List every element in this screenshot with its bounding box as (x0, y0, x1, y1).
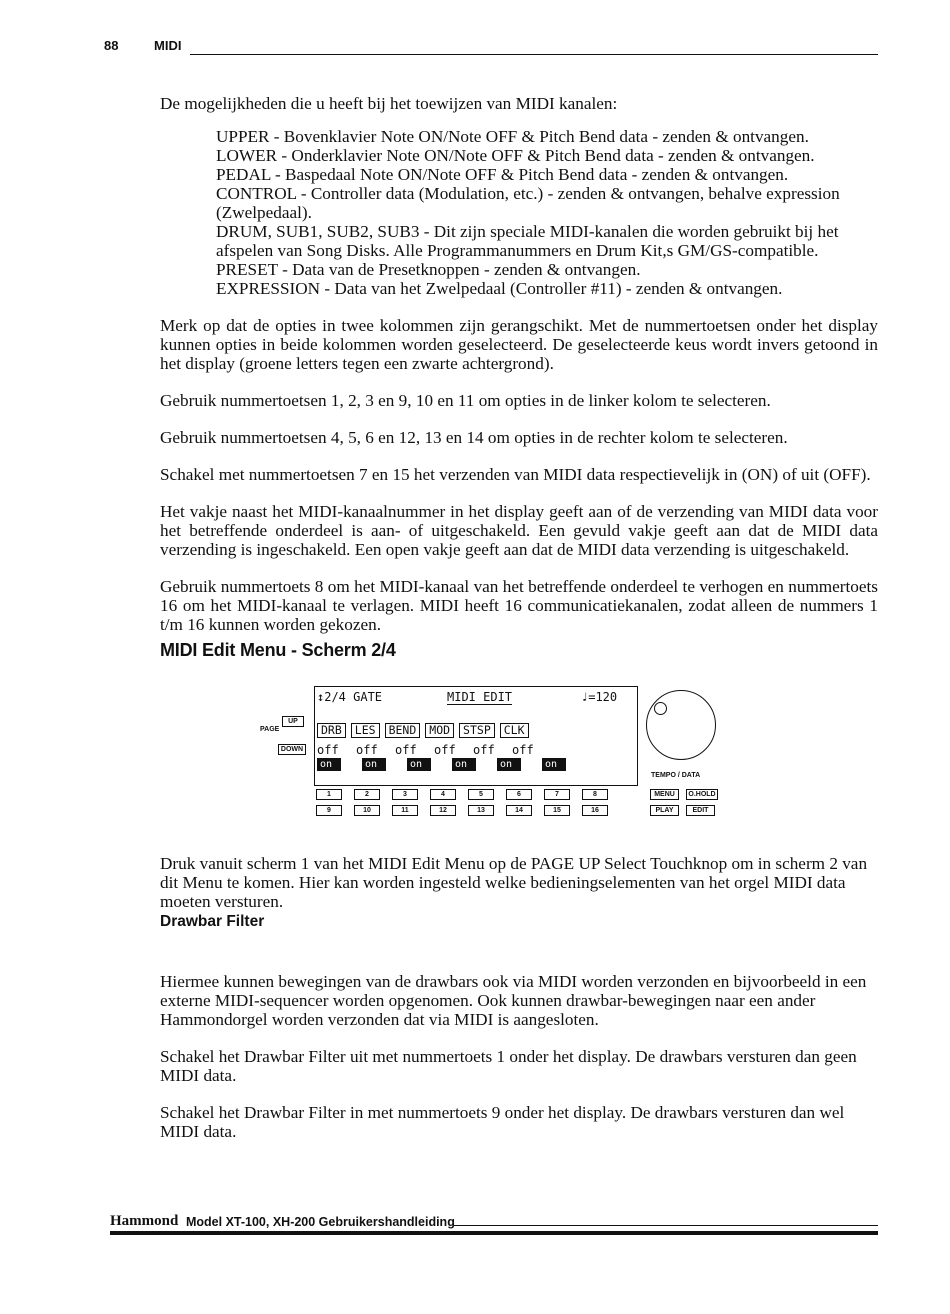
number-button-10[interactable]: 10 (354, 805, 380, 816)
page-up-button[interactable]: UP (282, 716, 304, 727)
number-button-15[interactable]: 15 (544, 805, 570, 816)
state-off: off (317, 743, 339, 757)
page-label: PAGE (260, 726, 280, 733)
intro-paragraph: De mogelijkheden die u heeft bij het toewijzen van MIDI kanalen: (160, 94, 618, 113)
number-button-1[interactable]: 1 (316, 789, 342, 800)
option-item: EXPRESSION - Data van het Zwelpedaal (Controller #11) - zenden & ontvangen. (216, 279, 783, 298)
number-button-5[interactable]: 5 (468, 789, 494, 800)
paragraph: Het vakje naast het MIDI-kanaalnummer in het display geeft aan of de verzending van MIDI data voor het betreffende onderdeel is aan- of uitgeschakeld. Een gevuld vakje geeft aan dat de MIDI data verzending is ingeschakeld. Een open vakje geeft aan dat de MIDI data verzending is uitgeschakeld. (160, 502, 878, 559)
option-les: LES (351, 723, 380, 738)
number-button-12[interactable]: 12 (430, 805, 456, 816)
paragraph: Druk vanuit scherm 1 van het MIDI Edit Menu op de PAGE UP Select Touchknop om in scherm 2 van dit Menu te komen. Hier kan worden ingesteld welke bedieningselementen van het orgel MIDI data moeten versturen. (160, 854, 868, 912)
state-off: off (434, 743, 456, 757)
paragraph: Gebruik nummertoets 8 om het MIDI-kanaal van het betreffende onderdeel te verhogen en nummertoets 16 om het MIDI-kanaal te verlagen. MIDI heeft 16 communicatiekanalen, zodat alleen de nummers 1 t/m 16 kunnen worden gekozen. (160, 577, 878, 634)
number-button-7[interactable]: 7 (544, 789, 570, 800)
display-panel (258, 686, 728, 822)
option-drb: DRB (317, 723, 346, 738)
paragraph: Merk op dat de opties in twee kolommen zijn gerangschikt. Met de nummertoetsen onder het display kunnen opties in beide kolommen worden geselecteerd. De geselecteerde keus wordt invers getoond in het display (groene letters tegen een zwarte achtergrond). (160, 316, 878, 373)
header-rule (190, 54, 878, 55)
state-on: on (407, 758, 431, 771)
off-states-row (317, 743, 546, 757)
lcd-display (314, 686, 638, 786)
state-on: on (497, 758, 521, 771)
number-buttons-row-2 (316, 805, 608, 816)
paragraph: Hiermee kunnen bewegingen van de drawbars ook via MIDI worden verzonden en bijvoorbeeld in een externe MIDI-sequencer worden opgenomen. Ook kunnen drawbar-bewegingen naar een ander Hammondorgel worden verzonden dat via MIDI is aangesloten. (160, 972, 867, 1030)
edit-button[interactable]: EDIT (686, 805, 715, 816)
page-down-button[interactable]: DOWN (278, 744, 306, 755)
page-header (104, 38, 878, 58)
footer-brand: Hammond (110, 1213, 179, 1229)
number-button-4[interactable]: 4 (430, 789, 456, 800)
paragraph: Gebruik nummertoetsen 4, 5, 6 en 12, 13 en 14 om opties in de rechter kolom te selecteren. (160, 428, 788, 447)
option-stsp: STSP (459, 723, 495, 738)
option-clk: CLK (500, 723, 529, 738)
option-item: CONTROL - Controller data (Modulation, etc.) - zenden & ontvangen, behalve expression (Zwelpedaal). (216, 184, 840, 222)
number-button-2[interactable]: 2 (354, 789, 380, 800)
main-text (160, 94, 878, 652)
number-button-16[interactable]: 16 (582, 805, 608, 816)
state-on: on (452, 758, 476, 771)
option-item: PEDAL - Baspedaal Note ON/Note OFF & Pitch Bend data - zenden & ontvangen. (216, 165, 789, 184)
paragraph: Gebruik nummertoetsen 1, 2, 3 en 9, 10 en 11 om opties in de linker kolom te selecteren. (160, 391, 771, 410)
play-button[interactable]: PLAY (650, 805, 679, 816)
option-bend: BEND (385, 723, 421, 738)
options-list (216, 127, 878, 298)
option-item: DRUM, SUB1, SUB2, SUB3 - Dit zijn speciale MIDI-kanalen die worden gebruikt bij het afspelen van Song Disks. Alle Programmanummers en Drum Kit,s GM/GS-compatible. (216, 222, 839, 260)
paragraph: Schakel met nummertoetsen 7 en 15 het verzenden van MIDI data respectievelijk in (ON) of uit (OFF). (160, 465, 871, 484)
knob-indicator-icon (654, 702, 667, 715)
page-footer (110, 1213, 878, 1239)
drawbar-text (160, 955, 878, 1159)
option-item: UPPER - Bovenklavier Note ON/Note OFF & Pitch Bend data - zenden & ontvangen. (216, 127, 809, 146)
option-item: PRESET - Data van de Presetknoppen - zenden & ontvangen. (216, 260, 641, 279)
state-off: off (356, 743, 378, 757)
state-off: off (395, 743, 417, 757)
drawbar-heading: Drawbar Filter (160, 913, 265, 930)
ohold-button[interactable]: O.HOLD (686, 789, 718, 800)
paragraph: Schakel het Drawbar Filter uit met nummertoets 1 onder het display. De drawbars versturen dan geen MIDI data. (160, 1047, 857, 1086)
on-states-row (317, 758, 582, 771)
state-on: on (362, 758, 386, 771)
number-button-8[interactable]: 8 (582, 789, 608, 800)
number-button-6[interactable]: 6 (506, 789, 532, 800)
tempo-readout: ♩=120 (581, 690, 618, 704)
number-buttons-row-1 (316, 789, 608, 800)
tempo-data-knob[interactable] (646, 690, 716, 760)
number-button-14[interactable]: 14 (506, 805, 532, 816)
state-on: on (317, 758, 341, 771)
state-off: off (512, 743, 534, 757)
number-button-11[interactable]: 11 (392, 805, 418, 816)
screen-indicator: ↕2/4 GATE (317, 690, 383, 704)
option-mod: MOD (425, 723, 454, 738)
state-on: on (542, 758, 566, 771)
number-button-9[interactable]: 9 (316, 805, 342, 816)
display-title: MIDI EDIT (447, 690, 513, 704)
section-title: MIDI (154, 38, 182, 53)
paragraph: Schakel het Drawbar Filter in met nummertoets 9 onder het display. De drawbars versturen dan wel MIDI data. (160, 1103, 845, 1142)
page-number: 88 (104, 38, 119, 53)
tempo-data-label: TEMPO / DATA (651, 772, 701, 779)
footer-model: Model XT-100, XH-200 Gebruikershandleiding (186, 1215, 455, 1229)
option-labels-row (317, 723, 529, 738)
menu-button[interactable]: MENU (650, 789, 679, 800)
number-button-3[interactable]: 3 (392, 789, 418, 800)
number-button-13[interactable]: 13 (468, 805, 494, 816)
screen-heading: MIDI Edit Menu - Scherm 2/4 (160, 640, 396, 660)
footer-rule-thin (454, 1225, 878, 1226)
option-item: LOWER - Onderklavier Note ON/Note OFF & Pitch Bend data - zenden & ontvangen. (216, 146, 815, 165)
state-off: off (473, 743, 495, 757)
after-display-text (160, 837, 878, 928)
footer-rule-thick (110, 1231, 878, 1235)
